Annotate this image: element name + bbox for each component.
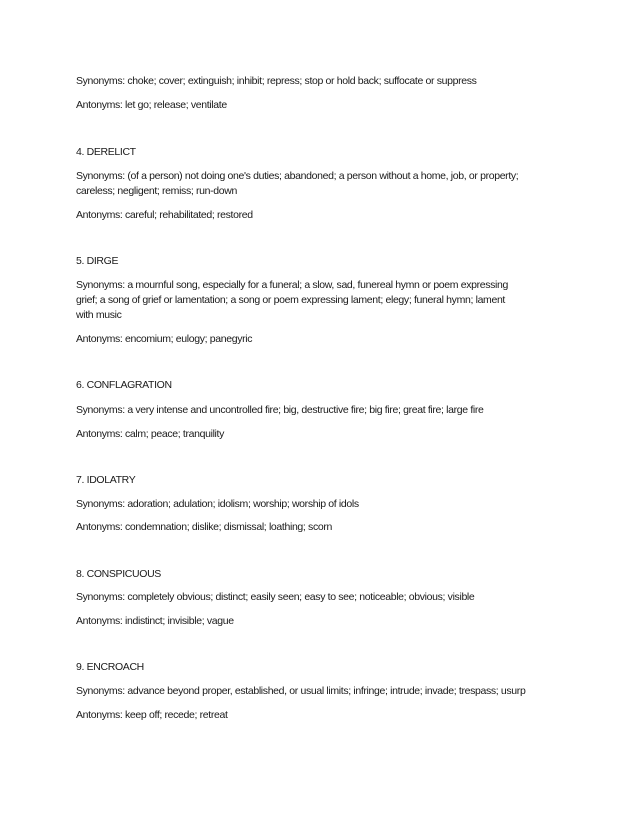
entry-heading-derelict: 4. DERELICT	[76, 146, 136, 158]
intro-synonyms: Synonyms: choke; cover; extinguish; inhibit; repress; stop or hold back; suffocate or suppress	[76, 75, 477, 87]
entry-synonyms-dirge-line3: with music	[76, 309, 122, 321]
entry-antonyms-encroach: Antonyms: keep off; recede; retreat	[76, 709, 228, 721]
entry-antonyms-conflagration: Antonyms: calm; peace; tranquility	[76, 428, 225, 440]
entry-antonyms-idolatry: Antonyms: condemnation; dislike; dismissal; loathing; scorn	[76, 521, 332, 533]
entry-heading-idolatry: 7. IDOLATRY	[76, 474, 136, 486]
entry-synonyms-dirge-line1: Synonyms: a mournful song, especially for a funeral; a slow, sad, funereal hymn or poem expressing	[76, 279, 509, 291]
intro-antonyms: Antonyms: let go; release; ventilate	[76, 99, 227, 111]
entry-synonyms-derelict-line2: careless; negligent; remiss; run-down	[76, 185, 237, 197]
entry-antonyms-conspicuous: Antonyms: indistinct; invisible; vague	[76, 615, 234, 627]
entry-synonyms-dirge-line2: grief; a song of grief or lamentation; a song or poem expressing lament; elegy; funeral hymn; lament	[76, 294, 506, 306]
entry-synonyms-idolatry: Synonyms: adoration; adulation; idolism; worship; worship of idols	[76, 498, 359, 510]
entry-synonyms-conspicuous: Synonyms: completely obvious; distinct; easily seen; easy to see; noticeable; obvious; visible	[76, 591, 475, 603]
entry-heading-dirge: 5. DIRGE	[76, 255, 119, 267]
entry-synonyms-encroach: Synonyms: advance beyond proper, established, or usual limits; infringe; intrude; invade; trespass; usurp	[76, 685, 526, 697]
entry-antonyms-dirge: Antonyms: encomium; eulogy; panegyric	[76, 333, 253, 345]
entry-synonyms-derelict-line1: Synonyms: (of a person) not doing one's duties; abandoned; a person without a home, job, or property;	[76, 170, 519, 182]
entry-heading-encroach: 9. ENCROACH	[76, 661, 144, 673]
entry-synonyms-conflagration: Synonyms: a very intense and uncontrolled fire; big, destructive fire; big fire; great fire; large fire	[76, 404, 484, 416]
entry-antonyms-derelict: Antonyms: careful; rehabilitated; restored	[76, 209, 253, 221]
entry-heading-conspicuous: 8. CONSPICUOUS	[76, 568, 161, 580]
entry-heading-conflagration: 6. CONFLAGRATION	[76, 379, 172, 391]
